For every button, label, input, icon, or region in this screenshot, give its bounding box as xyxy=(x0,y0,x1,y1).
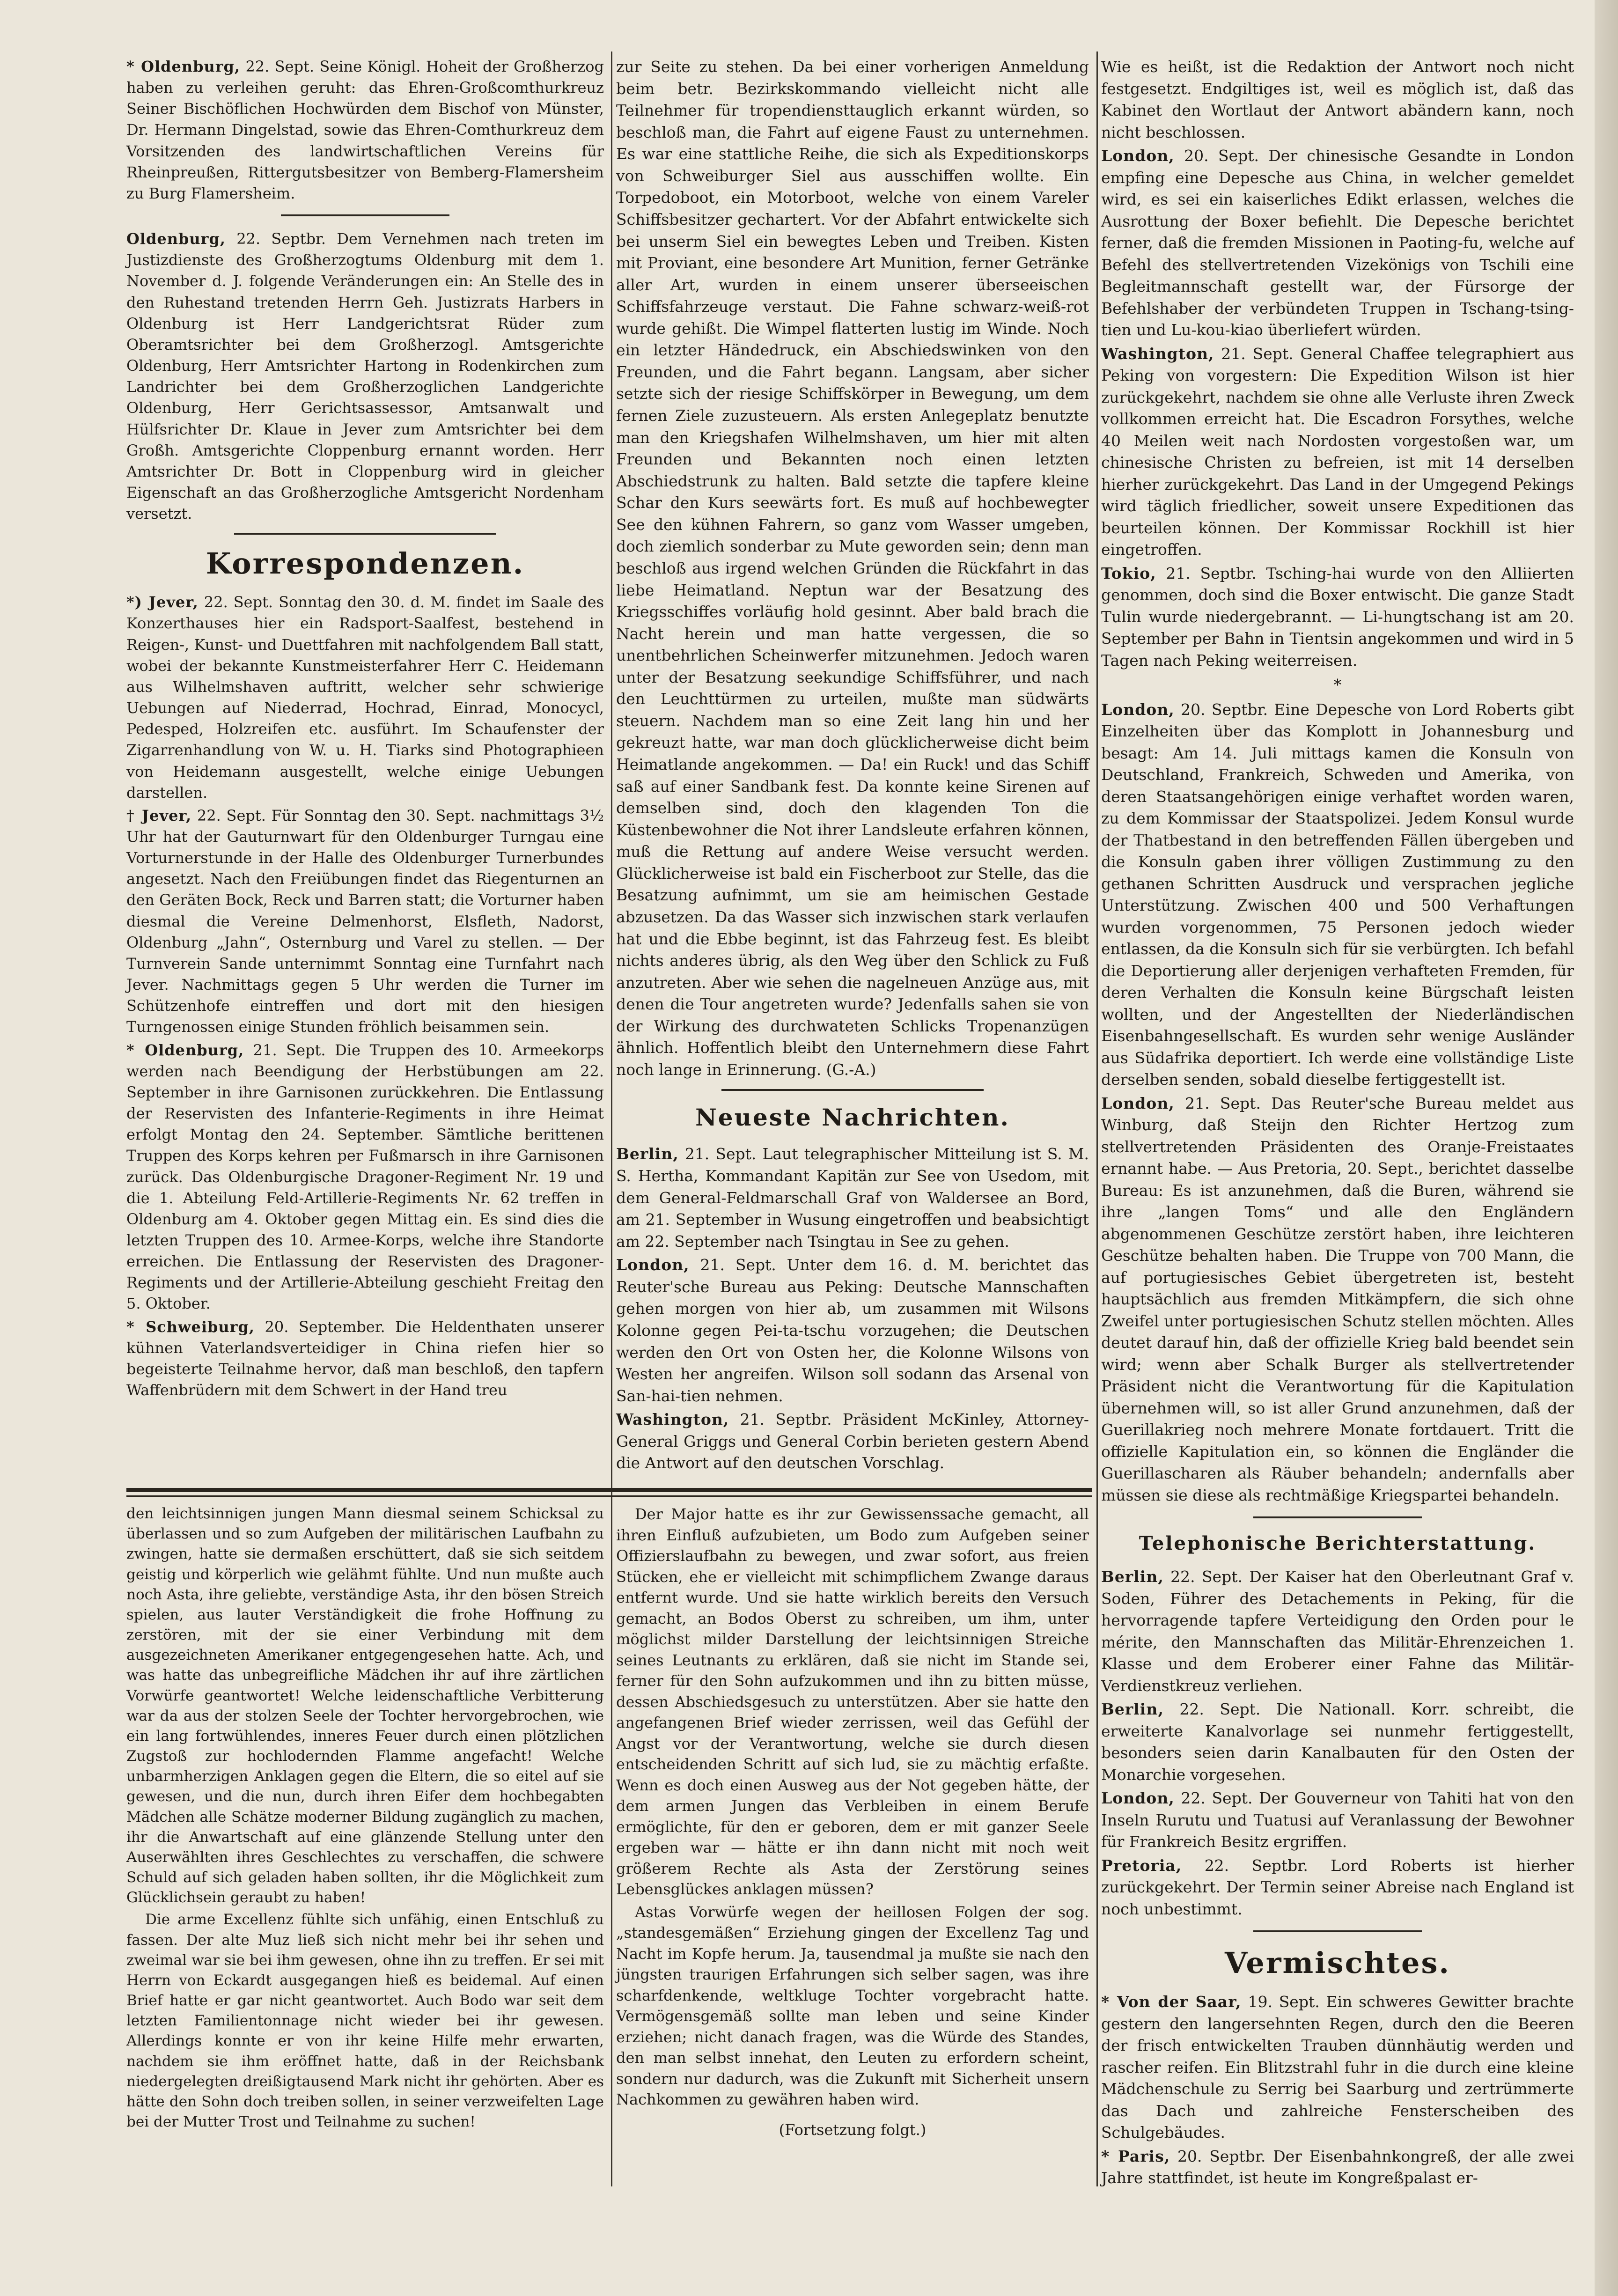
column-top-middle xyxy=(616,56,1089,1476)
separator xyxy=(721,1089,984,1091)
news-item-london-china: London, 20. Sept. Der chinesische Gesandte in London empfing eine Depesche aus China, in welcher gemeldet wird, es sei ein kaiserliches Edikt erlassen, welches die Ausrottung der Boxer befiehlt. Die Depesche berichtet ferner, daß die fremden Missionen in Paoting-fu, welche auf Befehl des stellvertretenden Vizekönigs von Tschili eine Begleitmannschaft gestellt war, der Fürsorge der Befehlshaber der verbündeten Truppen in Tschang-tsing-tien und Lu-kou-kiao überliefert würden. xyxy=(1101,147,1574,339)
section-heading-telephonische-berichterstattung: Telephonische Berichterstattung. xyxy=(1139,1532,1537,1554)
news-item-london-winburg: London, 21. Sept. Das Reuter'sche Bureau meldet aus Winburg, daß Steijn den Richter Hertzog zum stellvertretenden Präsidenten des Oranje-Freistaates ernannt habe. — Aus Pretoria, 20. Sept., berichtet dasselbe Bureau: Es ist anzunehmen, daß die Buren, während sie ihre „langen Toms“ und alle den Engländern abgenommenen Geschütze zerstört haben, ihre leichteren Geschütze behalten haben. Die Truppe von 700 Mann, die auf portugiesisches Gebiet übergetreten ist, besteht hauptsächlich aus fremden Mitkämpfern, die sich ohne Zweifel unter portugiesischen Schutz stellen möchten. Alles deutet darauf hin, daß der offizielle Krieg bald beendet sein wird; wenn aber Schalk Burger als stellvertretender Präsident nicht die Verantwortung für die Kapitulation übernehmen will, so ist aller Grund anzunehmen, daß der Guerillakrieg noch mehrere Monate fortdauert. Tritt die offizielle Kapitulation ein, so können die Engländer die Guerillascharen als Räuber behandeln; andernfalls aber müssen sie diese als rechtmäßige Kriegspartei behandeln. xyxy=(1101,1094,1574,1504)
news-item-jever-2: † Jever, 22. Sept. Für Sonntag den 30. Sept. nachmittags 3½ Uhr hat der Gauturnwart für den Oldenburger Turngau eine Vorturnerstunde in der Halle des Oldenburger Turnerbundes angesetzt. Nach den Freiübungen findet das Riegenturnen an den Geräten Bock, Reck und Barren statt; die Vorturner haben diesmal die Vereine Delmenhorst, Elsfleth, Nadorst, Oldenburg „Jahn“, Osternburg und Varel zu stellen. — Der Turnverein Sande unternimmt Sonntag eine Turnfahrt nach Jever. Nachmittags gegen 5 Uhr werden die Turner im Schützenhofe eintreffen und dort mit den hiesigen Turngenossen einige Stunden fröhlich beisammen sein. xyxy=(126,806,604,1036)
continuation-note: (Fortsetzung folgt.) xyxy=(779,2120,927,2139)
feuilleton-paragraph: Astas Vorwürfe wegen der heillosen Folgen der sog. „standesgemäßen“ Erziehung gingen der Excellenz Tag und Nacht im Kopfe herum. Ja, tausendmal ja mußte sie nach den jüngsten traurigen Erfahrungen sich selber sagen, was ihre scharfdenkende, weltkluge Tochter vorgebracht hatte. Vermögensgemäß sollte man leben und seine Kinder erziehen; nicht danach fragen, was die Würde des Standes, den man selbst innehat, den Leuten zu erfordern scheint, sondern nur dadurch, was die Zukunft mit Sicherheit unsern Nachkommen zu gewähren haben wird. xyxy=(616,1903,1089,2108)
news-item-tokio: Tokio, 21. Septbr. Tsching-hai wurde von den Alliierten genommen, doch sind die Boxer entwischt. Die ganze Stadt Tulin wurde niedergebrannt. — Li-hungtschang ist am 20. September per Bahn in Tientsin angekommen und wird in 5 Tagen nach Peking weiterreisen. xyxy=(1101,564,1574,670)
binding-edge xyxy=(1595,0,1618,2296)
news-item-oldenburg-2: Oldenburg, 22. Septbr. Dem Vernehmen nach treten im Justizdienste des Großherzogtums Oldenburg mit dem 1. November d. J. folgende Veränderungen ein: An Stelle des in den Ruhestand tretenden Herrn Geh. Justizrats Harbers in Oldenburg ist Herr Landgerichtsrat Rüder zum Oberamtsrichter bei dem Großherzogl. Amtsgerichte Oldenburg, Herr Amtsrichter Hartong in Rodenkirchen zum Landrichter bei dem Großherzoglichen Landgerichte Oldenburg, Herr Gerichtsassessor, Amtsanwalt und Hülfsrichter Dr. Klaue in Jever zum Amtsrichter bei dem Großh. Amtsgerichte Cloppenburg ernannt worden. Herr Amtsrichter Dr. Bott in Cloppenburg wird in gleicher Eigenschaft an das Großherzogliche Amtsgericht Nordenham versetzt. xyxy=(126,230,604,523)
feuilleton-middle xyxy=(616,1504,1089,2140)
tele-item-berlin-1: Berlin, 22. Sept. Der Kaiser hat den Oberleutnant Graf v. Soden, Führer des Detachements in Peking, für die hervorragende tapfere Verteidigung den Orden pour le mérite, den Mannschaften das Militär-Ehrenzeichen 1. Klasse und dem Eroberer einer Fahne das Militär-Verdienstkreuz verliehen. xyxy=(1101,1567,1574,1695)
verm-item-saar: * Von der Saar, 19. Sept. Ein schweres Gewitter brachte gestern den langersehnten Regen, durch den die Beeren der frisch entwickelten Trauben dünnhäutig werden und rascher reifen. Ein Blitzstrahl fuhr in die durch eine kleine Mädchenschule zu Serrig bei Saarburg und zertrümmerte das Dach und zahlreiche Fensterscheiben des Schulgebäudes. xyxy=(1101,1993,1574,2141)
section-heading-vermischtes: Vermischtes. xyxy=(1225,1946,1450,1980)
news-item-washington: Washington, 21. Septbr. Präsident McKinley, Attorney-General Griggs und General Corbin berieten gestern Abend die Antwort auf den deutschen Vorschlag. xyxy=(616,1410,1089,1472)
separator xyxy=(1253,1930,1422,1932)
feuilleton-divider xyxy=(126,1488,1092,1492)
news-item-washington-continued: Wie es heißt, ist die Redaktion der Antwort noch nicht festgesetzt. Endgiltiges ist, weil es möglich ist, daß das Kabinet den Wortlaut der Antwort abändern kann, noch nicht beschlossen. xyxy=(1101,58,1574,141)
news-item-london-roberts: London, 20. Septbr. Eine Depesche von Lord Roberts gibt Einzelheiten über das Komplott in Johannesburg und besagt: Am 14. Juli mittags kamen die Konsuln von Deutschland, Frankreich, Schweden und Amerika, von deren Staatsangehörigen einige verhaftet worden waren, zu dem Kommissar der Staatspolizei. Jedem Konsul wurde der Thatbestand in den betreffenden Fällen übergeben und die Konsuln gaben ihrer völligen Zustimmung zu den gethanen Schritten Ausdruck und versprachen jegliche Unterstützung. Zwischen 400 und 500 Verhaftungen wurden vorgenommen, 75 Personen jedoch wieder entlassen, da die Konsuln sich für sie verbürgten. Ich befahl die Deportierung aller derjenigen verhafteten Fremden, für deren Verhalten die Konsuln keine Bürgschaft leisten wollten, und der Angestellten der Niederländischen Eisenbahngesellschaft. Es wurden sehr wenige Ausländer aus Südafrika deportiert. Ich werde eine vollständige Liste derselben senden, sobald dieselbe fertiggestellt ist. xyxy=(1101,700,1574,1089)
tele-item-pretoria: Pretoria, 22. Septbr. Lord Roberts ist hierher zurückgekehrt. Der Termin seiner Abreise nach England ist noch unbestimmt. xyxy=(1101,1856,1574,1918)
news-item-schweiburg: * Schweiburg, 20. September. Die Heldenthaten unserer kühnen Vaterlandsverteidiger in China riefen hier so begeisterte Teilnahme hervor, daß man beschloß, den tapfern Waffenbrüdern mit dem Schwert in der Hand treu xyxy=(126,1317,604,1399)
separator xyxy=(1253,1516,1422,1518)
news-item-washington-chaffee: Washington, 21. Sept. General Chaffee telegraphiert aus Peking von vorgestern: Die Expedition Wilson ist hier zurückgekehrt, nachdem sie ohne alle Verluste ihren Zweck vollkommen erreicht hat. Die Escadron Forsythes, welche 40 Meilen weit nach Nordosten vorgestoßen war, um chinesische Christen zu befreien, ist mit 14 derselben hierher zurückgekehrt. Das Land in der Umgegend Pekings wird täglich friedlicher, soweit unsere Expeditionen das beurteilen können. Der Kommissar Rockhill ist hier eingetroffen. xyxy=(1101,344,1574,559)
section-heading-neueste-nachrichten: Neueste Nachrichten. xyxy=(695,1104,1010,1132)
section-heading-korrespondenzen: Korrespondenzen. xyxy=(206,546,525,581)
feuilleton-paragraph: Die arme Excellenz fühlte sich unfähig, einen Entschluß zu fassen. Der alte Muz ließ sich nicht mehr bei ihr sehen und zweimal war sie bei ihm gewesen, ohne ihn zu treffen. Er sei mit Herrn von Eckardt ausgegangen hieß es beidemal. Auf einen Brief hatte er gar nicht geantwortet. Auch Bodo war seit dem letzten Familientonnage nicht wieder bei ihr gewesen. Allerdings konnte er von ihr keine Hilfe mehr erwarten, nachdem sie ihm eröffnet hatte, daß in der Reichsbank niedergelegten dreißigtausend Mark nicht ihr gehörten. Aber es hätte den Sohn doch treiben sollen, in seiner verzweifelten Lage bei der Mutter Trost und Teilnahme zu suchen! xyxy=(126,1911,604,2131)
news-item-london: London, 21. Sept. Unter dem 16. d. M. berichtet das Reuter'sche Bureau aus Peking: Deutsche Mannschaften gehen morgen von hier ab, um zusammen mit Wilsons Kolonne gegen Pei-ta-tschu vorzugehen; die Deutschen werden den Ort von Osten her, die Kolonne Wilsons von Westen her angreifen. Wilson soll sodann das Arsenal von San-hai-tien nehmen. xyxy=(616,1256,1089,1405)
feuilleton-left xyxy=(126,1504,604,2134)
news-item-oldenburg-1: * Oldenburg, 22. Sept. Seine Königl. Hoheit der Großherzog haben zu verleihen geruht: das Ehren-Großcomthurkreuz Seiner Bischöflichen Hochwürden dem Bischof von Münster, Dr. Hermann Dingelstad, sowie das Ehren-Comthurkreuz dem Vorsitzenden des landwirtschaftlichen Vereins für Rheinpreußen, Rittergutsbesitzer von Bemberg-Flamersheim zu Burg Flamersheim. xyxy=(126,58,604,202)
feuilleton-paragraph: Der Major hatte es ihr zur Gewissenssache gemacht, all ihren Einfluß aufzubieten, um Bodo zum Aufgeben seiner Offizierslaufbahn zu bewegen, und zwar sofort, aus freien Stücken, ehe er vielleicht mit schimpflichem Zwange daraus entfernt wurde. Und sie hatte wirklich bereits den Versuch gemacht, an Bodos Oberst zu schreiben, um ihm, unter möglichst milder Darstellung der leichtsinnigen Streiche seines Leutnants zu erklären, daß sie nicht im Stande sei, ferner für den Sohn aufzukommen und ihn zu bitten müsse, dessen Abschiedsgesuch zu unterstützen. Aber sie hatte den angefangenen Brief wieder zerrissen, weil das Gefühl der Angst vor der Verantwortung, welche sie durch diesen entscheidenden Schritt auf sich lud, sie zu mächtig erfaßte. Wenn es doch einen Ausweg aus der Not gegeben hätte, der dem armen Jungen das Verbleiben in einem Berufe ermöglichte, für den er geboren, dem er mit ganzer Seele ergeben war — hätte er ihn dann nicht mit noch weit größerem Rechte als Asta der Zerstörung seines Lebensglückes anklagen müssen? xyxy=(616,1505,1089,1898)
tele-item-berlin-2: Berlin, 22. Sept. Die Nationall. Korr. schreibt, die erweiterte Kanalvorlage sei nunmehr fertiggestellt, besonders seien darin Kanalbauten für den Osten der Monarchie vorgesehen. xyxy=(1101,1700,1574,1784)
column-rule xyxy=(611,52,612,2186)
separator xyxy=(281,214,449,216)
feuilleton-divider-thin xyxy=(126,1495,1092,1497)
tele-item-london: London, 22. Sept. Der Gouverneur von Tahiti hat von den Inseln Rurutu und Tuatusi auf Veranlassung der Bewohner für Frankreich Besitz ergriffen. xyxy=(1101,1789,1574,1851)
news-item-oldenburg-3: * Oldenburg, 21. Sept. Die Truppen des 10. Armeekorps werden nach Beendigung der Herbstübungen am 22. September in ihre Garnisonen zurückkehren. Die Entlassung der Reservisten des Infanterie-Regiments in ihre Heimat erfolgt Montag den 24. September. Sämtliche berittenen Truppen des Korps kehren per Fußmarsch in ihre Garnisonen zurück. Das Oldenburgische Dragoner-Regiment Nr. 19 und die 1. Abteilung Feld-Artillerie-Regiments Nr. 62 treffen in Oldenburg am 4. Oktober gegen Mittag ein. Es sind dies die letzten Truppen des 10. Armee-Korps, welche ihre Standorte erreichen. Die Entlassung der Reservisten des Dragoner-Regiments und der Artillerie-Abteilung geschieht Freitag den 5. Oktober. xyxy=(126,1041,604,1313)
separator-star: * xyxy=(1333,676,1342,694)
feuilleton-paragraph: den leichtsinnigen jungen Mann diesmal seinem Schicksal zu überlassen und so zum Aufgeben der militärischen Laufbahn zu zwingen, hatte sie dermaßen erschüttert, daß sie sich seitdem geistig und körperlich wie gelähmt fühlte. Und nun mußte auch noch Asta, ihre geliebte, verständige Asta, ihr den bösen Streich spielen, aus lauter Verständigkeit die frohe Hoffnung zu zerstören, mit der sie einer Verbindung mit dem ausgezeichneten Amerikaner entgegengesehen hatte. Ach, und was hatte das unbegreifliche Mädchen ihr auf ihre zärtlichen Vorwürfe geantwortet! Welche leidenschaftliche Verbitterung war da aus der stolzen Seele der Tochter hervorgebrochen, wie ein lang fortwühlendes, inneres Feuer durch einen plötzlichen Zugstoß zur hochlodernden Flamme angefacht! Welche unbarmherzigen Anklagen gegen die Eltern, die so eitel auf sie gewesen, und die nun, durch ihren Eifer dem hochbegabten Mädchen alle Schätze moderner Bildung zugänglich zu machen, ihr die Anwartschaft auf eine glänzende Stellung unter den Auserwählten ihres Geschlechtes zu verschaffen, die schwere Schuld auf sich geladen haben sollten, ihr die Möglichkeit zum Glücklichsein geraubt zu haben! xyxy=(126,1505,604,1906)
separator xyxy=(234,533,496,535)
news-item-berlin: Berlin, 21. Sept. Laut telegraphischer Mitteilung ist S. M. S. Hertha, Kommandant Kapitän zur See von Usedom, mit dem General-Feldmarschall Graf von Waldersee an Bord, am 21. September in Wusung eingetroffen und beabsichtigt am 22. September nach Tsingtau in See zu gehen. xyxy=(616,1145,1089,1251)
news-item-jever-1: *) Jever, 22. Sept. Sonntag den 30. d. M. findet im Saale des Konzerthauses hier ein Radsport-Saalfest, bestehend in Reigen-, Kunst- und Duettfahren mit nachfolgendem Ball statt, wobei der bekannte Kunstmeisterfahrer Herr C. Heidemann aus Wilhelmshaven auftritt, welcher sehr schwierige Uebungen auf Niederrad, Hochrad, Einrad, Monocycl, Pedesped, Holzreifen etc. ausführt. Im Schaufenster der Zigarrenhandlung von W. u. H. Tiarks sind Photographieen von Heidemann ausgestellt, welche einige Uebungen darstellen. xyxy=(126,593,604,802)
news-item-schweiburg-continued: zur Seite zu stehen. Da bei einer vorherigen Anmeldung beim betr. Bezirkskommando vielleicht nicht alle Teilnehmer für tropendiensttauglich erkannt würden, so beschloß man, die Fahrt auf eigene Faust zu unternehmen. Es war eine stattliche Reihe, die sich als Expeditionskorps von Schweiburger Siel aus ausschiffen wollte. Ein Torpedoboot, ein Motorboot, welche von einem Vareler Schiffsbesitzer gechartert. Vor der Abfahrt entwickelte sich bei unserm Siel ein bewegtes Leben und Treiben. Kisten mit Proviant, eine besondere Art Munition, ferner Getränke aller Art, wurden in einem unserer überseeischen Schiffsfahrzeuge verstaut. Die Fahne schwarz-weiß-rot wurde gehißt. Die Wimpel flatterten lustig im Winde. Noch ein letzter Händedruck, ein Abschiedswinken von den Freunden, und die Fahrt begann. Langsam, aber sicher setzte sich der riesige Schiffskörper in Bewegung, um dem fernen Ziele zuzusteuern. Als ersten Anlegeplatz benutzte man den Kriegshafen Wilhelmshaven, um hier mit alten Freunden und Bekannten noch einen letzten Abschiedstrunk zu halten. Bald setzte die tapfere kleine Schar den Kurs seewärts fort. Es muß auf hochbewegter See den kühnen Fahrern, so ganz vom Wasser umgeben, doch ziemlich sonderbar zu Mute geworden sein; denn man beschloß aus irgend welchen Gründen die Rückfahrt in das liebe Heimatland. Neptun war der Besatzung des Kriegsschiffes vorläufig hold gesinnt. Aber bald brach die Nacht herein und man hatte vergessen, die so unentbehrlichen Scheinwerfer mitzunehmen. Jedoch waren unter der Besatzung seekundige Schiffsführer, und nach den Leuchttürmen zu urteilen, mußte man südwärts steuern. Nachdem man so eine Zeit lang hin und her gekreuzt hatte, war man doch glücklicherweise dicht beim Heimatlande angekommen. — Da! ein Ruck! und das Schiff saß auf einer Sandbank fest. Da konnte keine Sirenen auf demselben sind, doch den klagenden Ton die Küstenbewohner die Not ihrer Landsleute erfahren können, muß die Rettung auf andere Weise versucht werden. Glücklicherweise ist bald ein Fischerboot zur Stelle, das die Besatzung aufnimmt, um sie am heimischen Gestade abzusetzen. Da das Wasser sich inzwischen stark verlaufen hat und die Ebbe beginnt, ist das Fahrzeug fest. Es bleibt nichts anderes übrig, als den Weg über den Schlick zu Fuß anzutreten. Aber wie sehen die nagelneuen Anzüge aus, mit denen die Tour angetreten wurde? Jedenfalls sahen sie von der Wirkung des durchwateten Schlicks Tropenanzügen ähnlich. Hoffentlich bleibt den Unternehmern diese Fahrt noch lange in Erinnerung. (G.-A.) xyxy=(616,58,1089,1079)
column-top-left xyxy=(126,56,604,1403)
column-rule xyxy=(1096,52,1098,2186)
verm-item-paris: * Paris, 20. Septbr. Der Eisenbahnkongreß, der alle zwei Jahre stattfindet, ist heute im Kongreßpalast er- xyxy=(1101,2147,1574,2187)
column-right xyxy=(1101,56,1574,2191)
